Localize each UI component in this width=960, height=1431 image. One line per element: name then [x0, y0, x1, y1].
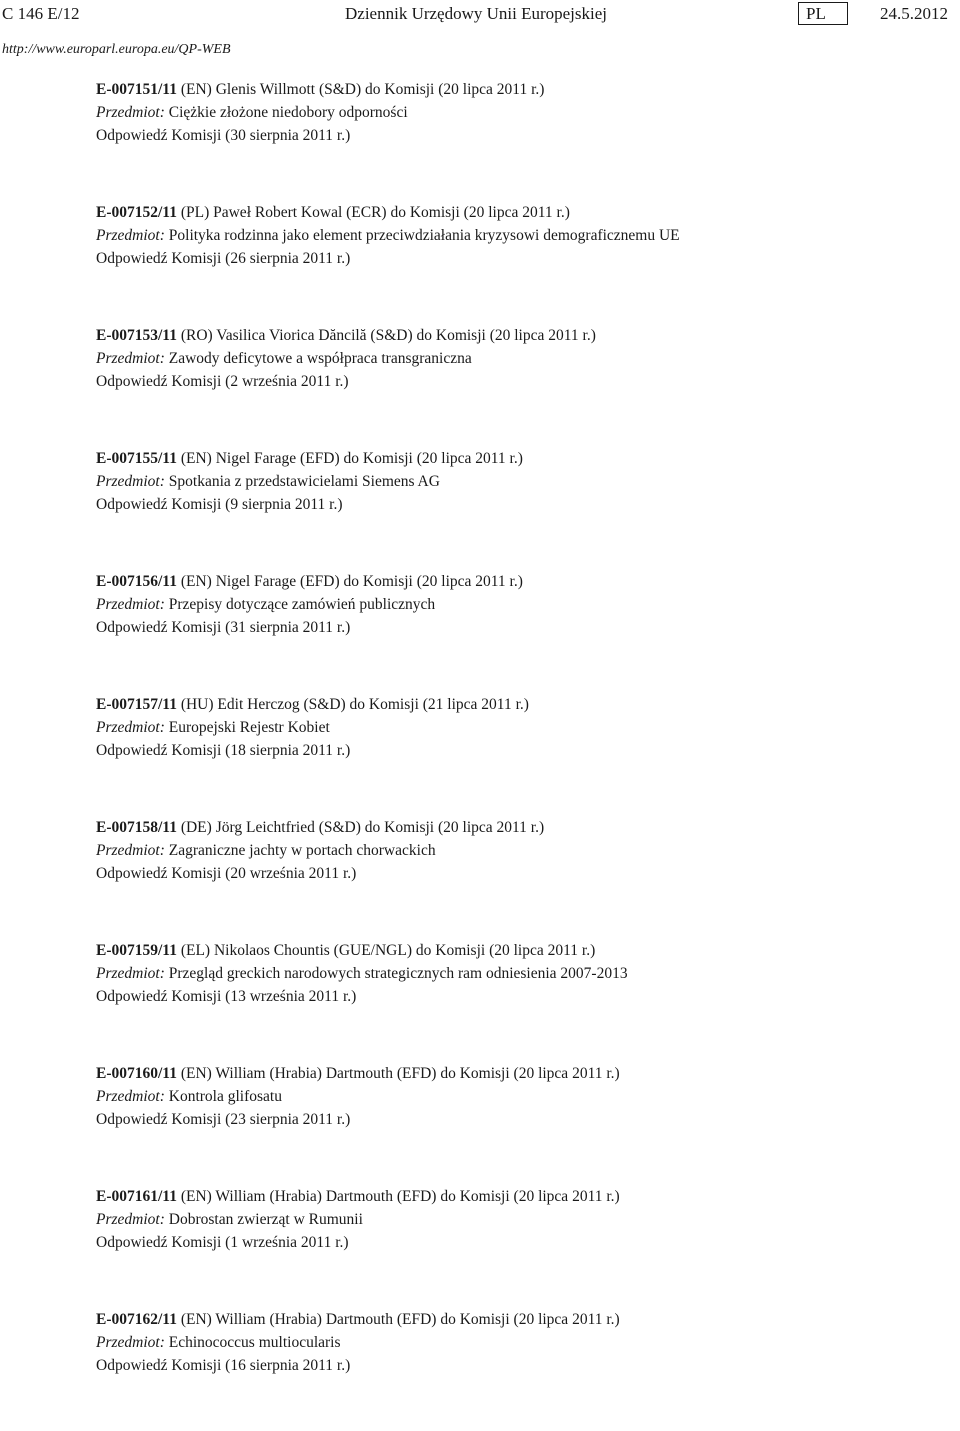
subject-label: Przedmiot: — [96, 473, 165, 490]
question-reference: E-007158/11 — [96, 819, 177, 836]
question-subject — [96, 347, 946, 370]
question-entry — [96, 693, 946, 816]
question-reference: E-007153/11 — [96, 327, 177, 344]
question-header — [96, 447, 946, 470]
question-entry — [96, 78, 946, 201]
question-subject — [96, 839, 946, 862]
commission-answer: Odpowiedź Komisji (13 września 2011 r.) — [96, 988, 357, 1005]
question-subject — [96, 470, 946, 493]
question-reference: E-007152/11 — [96, 204, 177, 221]
question-header — [96, 816, 946, 839]
subject-label: Przedmiot: — [96, 1211, 165, 1228]
page-number: C 146 E/12 — [2, 4, 80, 23]
subject-label: Przedmiot: — [96, 104, 165, 121]
question-entry — [96, 939, 946, 1062]
question-entry — [96, 447, 946, 570]
question-header — [96, 1062, 946, 1085]
subject-text: Ciężkie złożone niedobory odporności — [164, 104, 408, 121]
question-header — [96, 939, 946, 962]
subject-label: Przedmiot: — [96, 719, 165, 736]
question-author-info: (RO) Vasilica Viorica Dăncilă (S&D) do Komisji (20 lipca 2011 r.) — [176, 327, 596, 344]
question-subject — [96, 716, 946, 739]
question-header — [96, 324, 946, 347]
question-subject — [96, 101, 946, 124]
question-header — [96, 570, 946, 593]
question-subject — [96, 962, 946, 985]
commission-answer: Odpowiedź Komisji (20 września 2011 r.) — [96, 865, 357, 882]
subject-text: Europejski Rejestr Kobiet — [164, 719, 330, 736]
question-author-info: (EN) William (Hrabia) Dartmouth (EFD) do Komisji (20 lipca 2011 r.) — [176, 1311, 620, 1328]
question-author-info: (DE) Jörg Leichtfried (S&D) do Komisji (20 lipca 2011 r.) — [176, 819, 545, 836]
subject-label: Przedmiot: — [96, 1088, 165, 1105]
question-reference: E-007157/11 — [96, 696, 177, 713]
commission-answer: Odpowiedź Komisji (16 sierpnia 2011 r.) — [96, 1357, 351, 1374]
subject-text: Zagraniczne jachty w portach chorwackich — [164, 842, 436, 859]
commission-answer: Odpowiedź Komisji (2 września 2011 r.) — [96, 373, 349, 390]
question-header — [96, 1308, 946, 1331]
commission-answer: Odpowiedź Komisji (9 sierpnia 2011 r.) — [96, 496, 343, 513]
question-entry — [96, 324, 946, 447]
question-subject — [96, 224, 946, 247]
question-list — [96, 78, 946, 1431]
page-header — [0, 2, 960, 28]
question-reference: E-007159/11 — [96, 942, 177, 959]
subject-text: Przegląd greckich narodowych strategicznych ram odniesienia 2007-2013 — [164, 965, 628, 982]
question-author-info: (PL) Paweł Robert Kowal (ECR) do Komisji (20 lipca 2011 r.) — [176, 204, 570, 221]
subject-text: Przepisy dotyczące zamówień publicznych — [164, 596, 436, 613]
commission-answer: Odpowiedź Komisji (23 sierpnia 2011 r.) — [96, 1111, 351, 1128]
question-entry — [96, 201, 946, 324]
commission-answer: Odpowiedź Komisji (30 sierpnia 2011 r.) — [96, 127, 351, 144]
commission-answer: Odpowiedź Komisji (26 sierpnia 2011 r.) — [96, 250, 351, 267]
subject-text: Kontrola glifosatu — [164, 1088, 282, 1105]
journal-title: Dziennik Urzędowy Unii Europejskiej — [345, 4, 608, 23]
question-author-info: (EN) Nigel Farage (EFD) do Komisji (20 lipca 2011 r.) — [176, 573, 523, 590]
question-reference: E-007160/11 — [96, 1065, 177, 1082]
subject-label: Przedmiot: — [96, 842, 165, 859]
subject-text: Dobrostan zwierząt w Rumunii — [164, 1211, 363, 1228]
question-subject — [96, 1331, 946, 1354]
subject-label: Przedmiot: — [96, 965, 165, 982]
subject-text: Spotkania z przedstawicielami Siemens AG — [164, 473, 440, 490]
question-author-info: (EL) Nikolaos Chountis (GUE/NGL) do Komisji (20 lipca 2011 r.) — [176, 942, 596, 959]
question-header — [96, 78, 946, 101]
question-entry — [96, 1062, 946, 1185]
subject-label: Przedmiot: — [96, 596, 165, 613]
subject-label: Przedmiot: — [96, 1334, 165, 1351]
question-subject — [96, 1085, 946, 1108]
question-header — [96, 693, 946, 716]
question-reference: E-007155/11 — [96, 450, 177, 467]
question-entry — [96, 816, 946, 939]
commission-answer: Odpowiedź Komisji (31 sierpnia 2011 r.) — [96, 619, 351, 636]
commission-answer: Odpowiedź Komisji (1 września 2011 r.) — [96, 1234, 349, 1251]
question-subject — [96, 1208, 946, 1231]
subject-text: Polityka rodzinna jako element przeciwdziałania kryzysowi demograficznemu UE — [164, 227, 680, 244]
source-url[interactable]: http://www.europarl.europa.eu/QP-WEB — [2, 42, 231, 57]
question-entry — [96, 1308, 946, 1431]
question-author-info: (EN) William (Hrabia) Dartmouth (EFD) do Komisji (20 lipca 2011 r.) — [176, 1065, 620, 1082]
question-reference: E-007162/11 — [96, 1311, 177, 1328]
question-author-info: (HU) Edit Herczog (S&D) do Komisji (21 lipca 2011 r.) — [176, 696, 529, 713]
question-header — [96, 1185, 946, 1208]
subject-label: Przedmiot: — [96, 350, 165, 367]
subject-text: Echinococcus multiocularis — [164, 1334, 341, 1351]
question-entry — [96, 570, 946, 693]
question-author-info: (EN) Nigel Farage (EFD) do Komisji (20 lipca 2011 r.) — [176, 450, 523, 467]
question-subject — [96, 593, 946, 616]
question-reference: E-007151/11 — [96, 81, 177, 98]
commission-answer: Odpowiedź Komisji (18 sierpnia 2011 r.) — [96, 742, 351, 759]
question-reference: E-007156/11 — [96, 573, 177, 590]
subject-label: Przedmiot: — [96, 227, 165, 244]
question-header — [96, 201, 946, 224]
subject-text: Zawody deficytowe a współpraca transgraniczna — [164, 350, 472, 367]
question-author-info: (EN) William (Hrabia) Dartmouth (EFD) do Komisji (20 lipca 2011 r.) — [176, 1188, 620, 1205]
question-author-info: (EN) Glenis Willmott (S&D) do Komisji (20 lipca 2011 r.) — [176, 81, 545, 98]
publication-date: 24.5.2012 — [880, 4, 948, 23]
question-reference: E-007161/11 — [96, 1188, 177, 1205]
question-entry — [96, 1185, 946, 1308]
language-badge: PL — [798, 2, 848, 25]
